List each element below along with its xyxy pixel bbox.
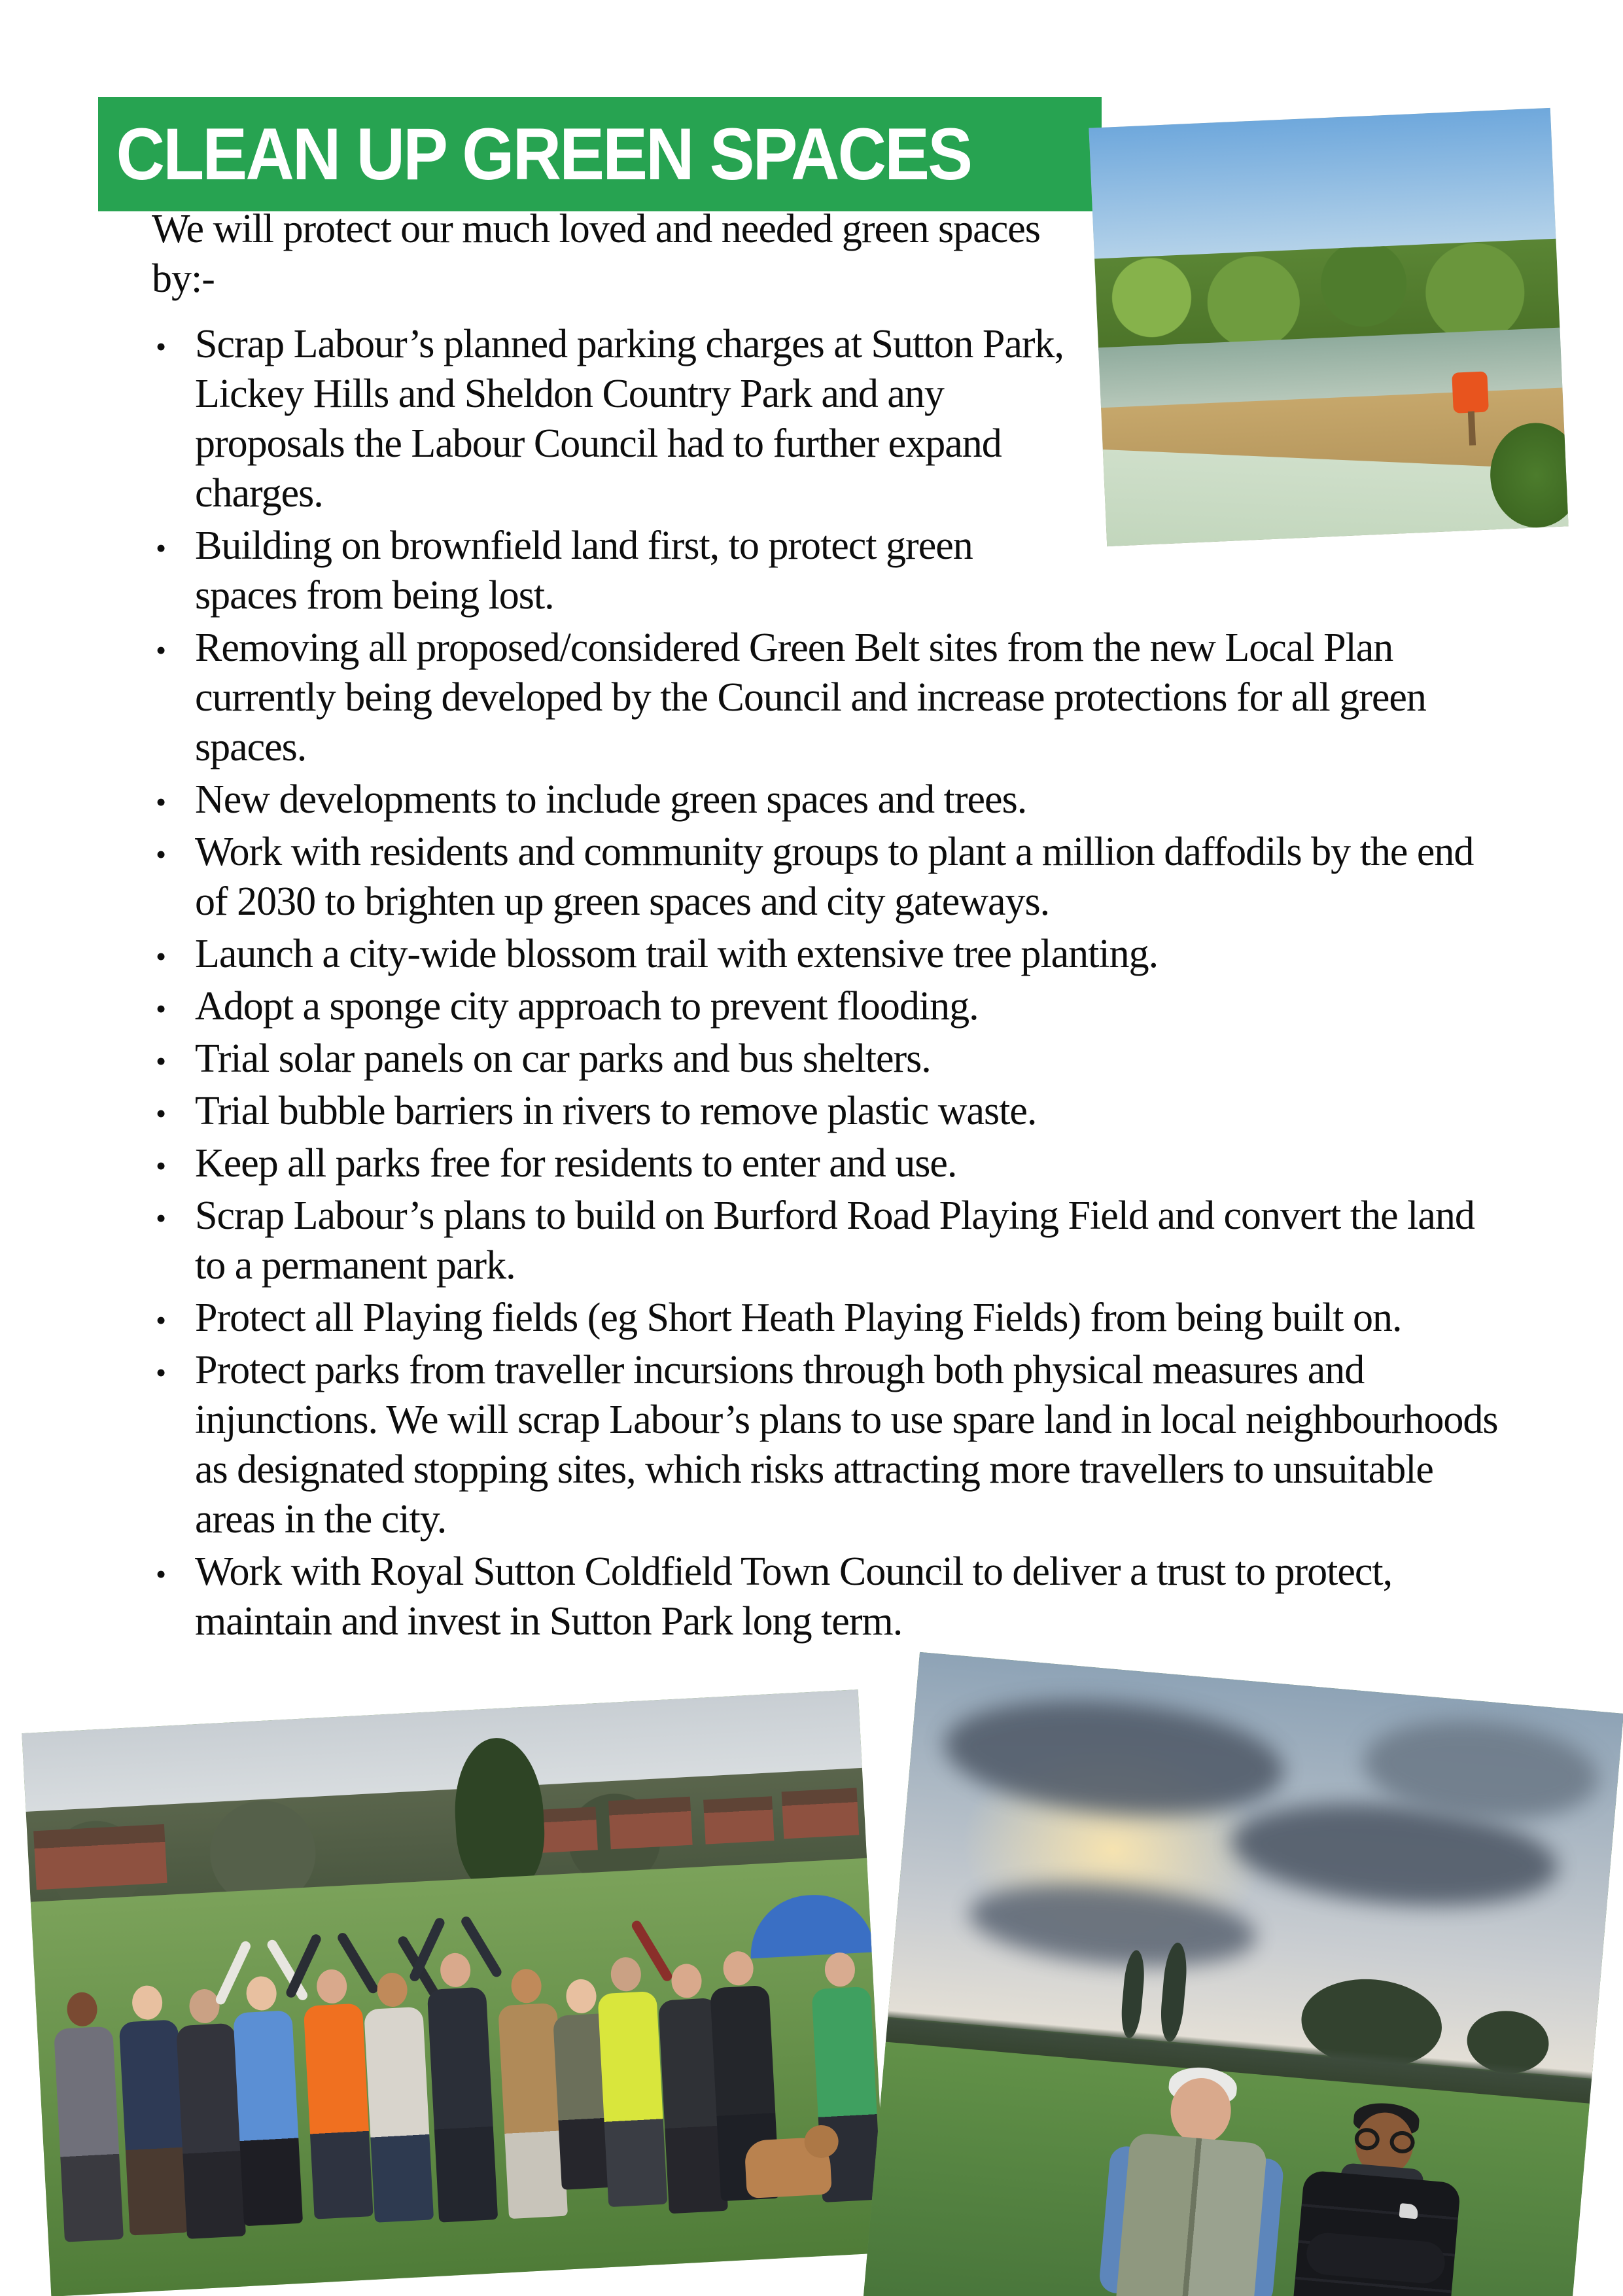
intro-text: We will protect our much loved and needed green spaces by:- — [152, 207, 1040, 301]
bullet-marker: • — [156, 1097, 166, 1130]
bullet-text: Work with residents and community groups to plant a million daffodils by the end of 2030 to brighten up green spaces and city gateways. — [195, 830, 1474, 924]
bullet-marker: • — [156, 940, 166, 973]
list-item — [152, 775, 1501, 824]
list-item — [152, 1293, 1501, 1343]
bullet-text: Launch a city-wide blossom trail with extensive tree planting. — [195, 932, 1159, 976]
list-item — [152, 1191, 1501, 1290]
list-item — [152, 1547, 1501, 1646]
bullet-marker: • — [156, 1356, 166, 1389]
bullet-marker: • — [156, 1557, 166, 1591]
list-item — [152, 929, 1501, 979]
list-item — [152, 981, 1501, 1031]
brick-house — [608, 1797, 693, 1849]
bullet-marker: • — [156, 633, 166, 667]
bullet-marker: • — [156, 1303, 166, 1337]
list-item — [152, 1034, 1501, 1084]
bullet-text: Scrap Labour’s plans to build on Burford Road Playing Field and convert the land to a permanent park. — [195, 1193, 1475, 1288]
bullet-marker: • — [156, 1149, 166, 1182]
list-item — [152, 623, 1501, 772]
bullet-marker: • — [156, 531, 166, 565]
bullet-text: Trial solar panels on car parks and bus shelters. — [195, 1036, 931, 1081]
brick-house — [33, 1824, 167, 1890]
bullet-text: Work with Royal Sutton Coldfield Town Council to deliver a trust to protect, maintain and invest in Sutton Park long term. — [195, 1549, 1393, 1644]
brick-house — [703, 1796, 774, 1844]
bullet-text: Protect parks from traveller incursions through both physical measures and injunctions. We will scrap Labour’s plans to use spare land in local neighbourhoods as designated stopping sites, which risks attracting more travellers to unsuitable areas in the city. — [195, 1348, 1498, 1542]
bullet-text: Trial bubble barriers in rivers to remove plastic waste. — [195, 1089, 1037, 1133]
bullet-marker: • — [156, 1201, 166, 1235]
header-band — [98, 97, 1102, 211]
bullet-text: New developments to include green spaces and trees. — [195, 777, 1027, 822]
bullet-marker: • — [156, 785, 166, 819]
list-item — [152, 1345, 1501, 1544]
list-item — [152, 1086, 1501, 1136]
bullet-marker: • — [156, 838, 166, 871]
list-item — [152, 1139, 1501, 1188]
bullet-text: Adopt a sponge city approach to prevent flooding. — [195, 984, 979, 1029]
list-item — [152, 319, 1501, 518]
younger-man-figure — [1289, 2097, 1468, 2296]
bullet-text: Building on brownfield land first, to protect green spaces from being lost. — [195, 523, 973, 618]
two-men-field-photo — [862, 1652, 1623, 2296]
page-title: CLEAN UP GREEN SPACES — [116, 113, 971, 195]
list-item — [152, 521, 1501, 620]
residents-celebrating-photo — [22, 1689, 887, 2296]
list-item — [152, 827, 1501, 927]
older-man-figure — [1100, 2060, 1287, 2296]
body-text — [152, 204, 1501, 1649]
bullet-text: Protect all Playing fields (eg Short Heath Playing Fields) from being built on. — [195, 1296, 1402, 1340]
bullet-marker: • — [156, 992, 166, 1025]
brick-house — [782, 1788, 860, 1839]
gilet — [1113, 2132, 1267, 2296]
bullet-text: Removing all proposed/considered Green Belt sites from the new Local Plan currently being developed by the Council and increase protections for all green spaces. — [195, 626, 1426, 769]
dog — [744, 2136, 831, 2199]
bullet-text: Keep all parks free for residents to enter and use. — [195, 1141, 957, 1186]
bullet-text: Scrap Labour’s planned parking charges at Sutton Park, Lickey Hills and Sheldon Country Park and any proposals the Labour Council had to further expand charges. — [195, 322, 1064, 516]
bullet-marker: • — [156, 1044, 166, 1078]
bullet-marker: • — [156, 330, 166, 363]
